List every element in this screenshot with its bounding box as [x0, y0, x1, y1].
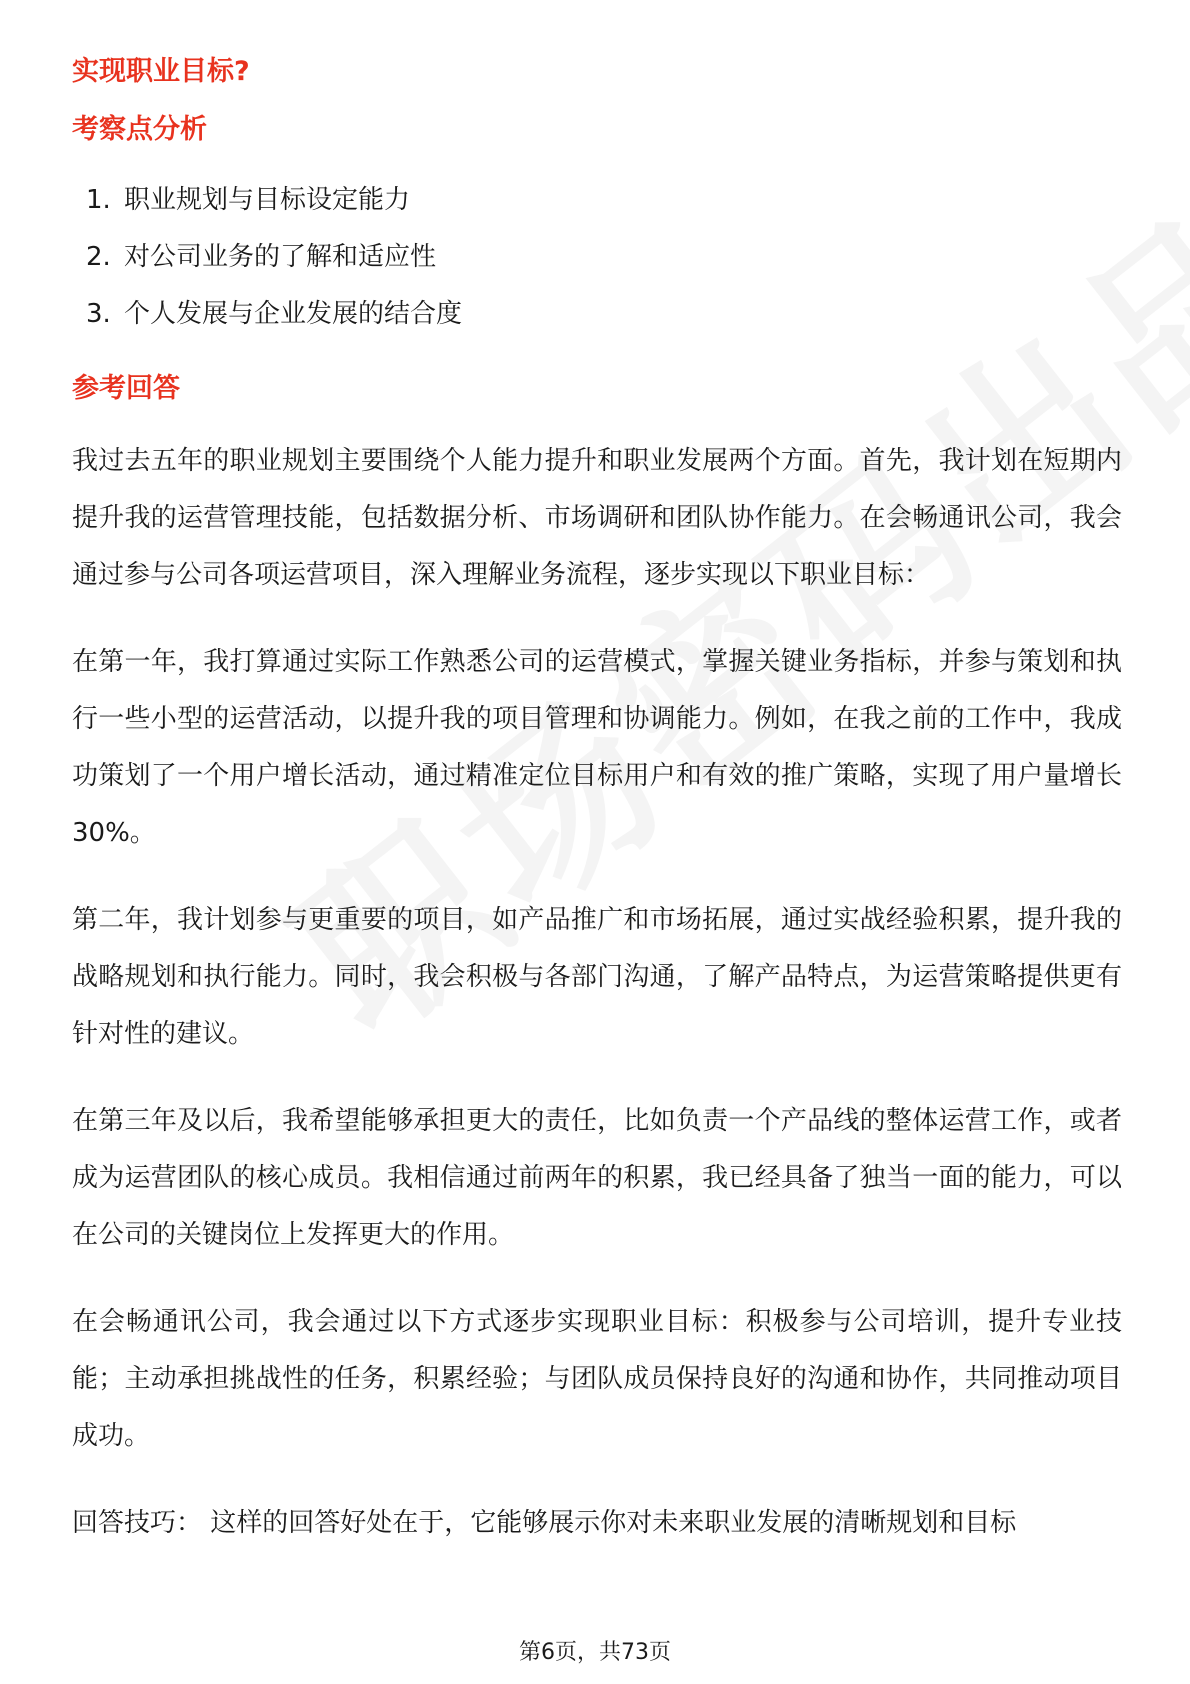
answer-paragraph: 在第三年及以后，我希望能够承担更大的责任，比如负责一个产品线的整体运营工作，或者成为运营团队的核心成员。我相信通过前两年的积累，我已经具备了独当一面的能力，可以在公司的关键岗位上发挥更大的作用。	[72, 1106, 1122, 1250]
list-item-text: 职业规划与目标设定能力	[124, 185, 411, 215]
answer-paragraph: 我过去五年的职业规划主要围绕个人能力提升和职业发展两个方面。首先，我计划在短期内提升我的运营管理技能，包括数据分析、市场调研和团队协作能力。在会畅通讯公司，我会通过参与公司各项运营项目，深入理解业务流程，逐步实现以下职业目标：	[72, 446, 1122, 590]
analysis-list	[72, 172, 1122, 343]
list-item-number: 1.	[86, 185, 111, 215]
page-number: 第6页，共73页	[519, 1640, 671, 1665]
list-item-text: 对公司业务的了解和适应性	[124, 242, 437, 272]
answer-heading: 参考回答	[72, 373, 180, 404]
list-item-number: 2.	[86, 242, 111, 272]
document-content	[72, 52, 1122, 1552]
answer-tip: 回答技巧： 这样的回答好处在于，它能够展示你对未来职业发展的清晰规划和目标	[72, 1508, 1017, 1538]
answer-paragraph: 第二年，我计划参与更重要的项目，如产品推广和市场拓展，通过实战经验积累，提升我的战略规划和执行能力。同时，我会积极与各部门沟通，了解产品特点，为运营策略提供更有针对性的建议。	[72, 905, 1122, 1049]
list-item	[72, 229, 1122, 286]
answer-paragraph: 在会畅通讯公司，我会通过以下方式逐步实现职业目标：积极参与公司培训，提升专业技能；主动承担挑战性的任务，积累经验；与团队成员保持良好的沟通和协作，共同推动项目成功。	[72, 1307, 1122, 1451]
list-item-number: 3.	[86, 299, 111, 329]
list-item	[72, 172, 1122, 229]
list-item-text: 个人发展与企业发展的结合度	[124, 299, 463, 329]
answer-paragraph: 在第一年，我打算通过实际工作熟悉公司的运营模式，掌握关键业务指标，并参与策划和执行一些小型的运营活动，以提升我的项目管理和协调能力。例如，在我之前的工作中，我成功策划了一个用户增长活动，通过精准定位目标用户和有效的推广策略，实现了用户量增长30%。	[72, 647, 1122, 848]
list-item	[72, 286, 1122, 343]
question-title: 实现职业目标?	[72, 56, 250, 87]
analysis-heading: 考察点分析	[72, 114, 207, 145]
